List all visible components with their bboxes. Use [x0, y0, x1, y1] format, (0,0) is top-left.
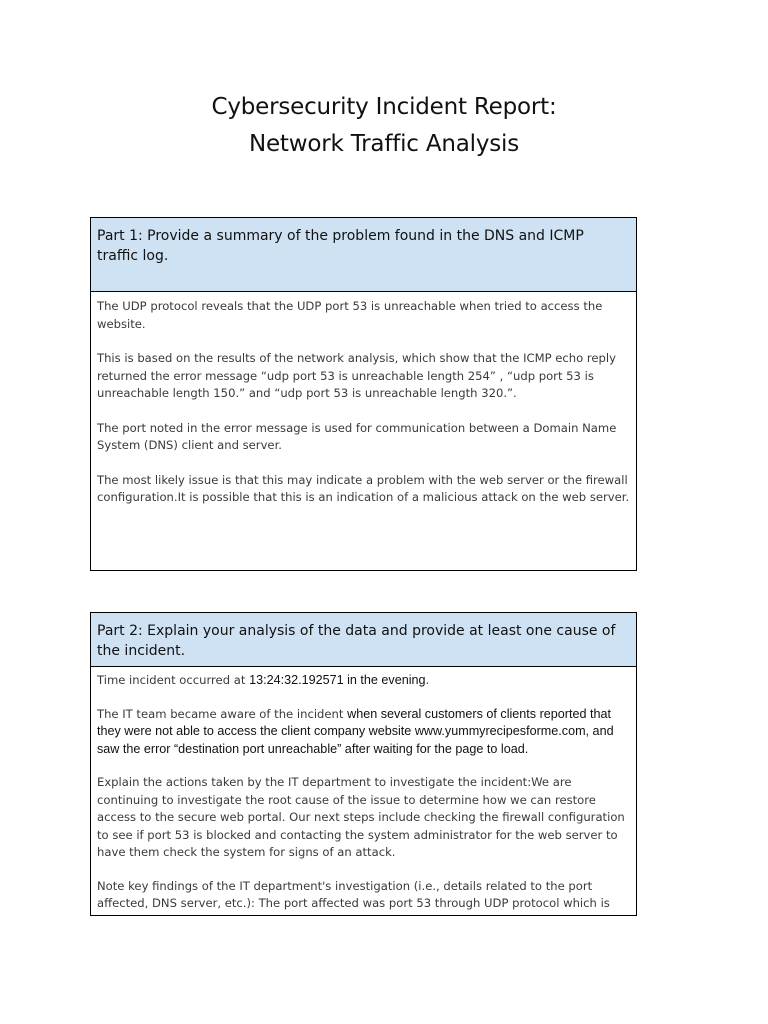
awareness-label: The IT team became aware of the incident: [97, 706, 348, 721]
incident-time-paragraph: [97, 672, 630, 690]
part1-paragraph: The port noted in the error message is used for communication between a Domain Name System (DNS) client and server.: [97, 420, 617, 452]
incident-time-end: .: [425, 673, 430, 687]
actions-paragraph: Explain the actions taken by the IT department to investigate the incident:We are continuing to investigate the root cause of the issue to determine how we can restore access to the secure web portal. Our next steps include checking the firewall configuration to see if port 53 is blocked and contacting the system administrator for the web server to have them check the system for signs of an attack.: [97, 775, 625, 859]
part1-heading-line-1: Part 1: Provide a summary of the problem found in the DNS and ICMP: [97, 228, 584, 244]
part1-body: [91, 292, 636, 507]
part2-table: [90, 612, 637, 916]
part1-paragraph: The UDP protocol reveals that the UDP port 53 is unreachable when tried to access the website.: [97, 299, 603, 331]
incident-time-value: 13:24:32.192571 in the evening: [249, 673, 426, 687]
part2-body: [91, 667, 636, 913]
findings-paragraph: Note key findings of the IT department's investigation (i.e., details related to the port affected, DNS server, etc.): The port affected was port 53 through UDP protocol which is: [97, 878, 610, 910]
awareness-value: when several customers of clients reported that they were not able to access the client company website www.yummyrecipesforme.com, and saw the error “destination port unreachable” after waiting for the page to load.: [97, 706, 614, 756]
part1-paragraph: This is based on the results of the network analysis, which show that the ICMP echo reply returned the error message “udp port 53 is unreachable length 254” , “udp port 53 is unreachable length 150.” and “udp port 53 is unreachable length 320.”.: [97, 351, 616, 400]
document-title-line-1: Cybersecurity Incident Report:: [211, 94, 557, 120]
part1-heading: [91, 218, 636, 292]
part1-paragraph: The most likely issue is that this may indicate a problem with the web server or the firewall configuration.It is possible that this is an indication of a malicious attack on the web server.: [97, 472, 630, 504]
document-title-line-2: Network Traffic Analysis: [248, 131, 520, 157]
part1-heading-line-2: traffic log.: [97, 248, 169, 264]
part2-heading: Part 2: Explain your analysis of the data and provide at least one cause of the incident.: [91, 613, 636, 667]
part1-table: [90, 217, 637, 571]
incident-time-label: Time incident occurred at: [97, 673, 250, 687]
incident-awareness-paragraph: [97, 706, 630, 759]
